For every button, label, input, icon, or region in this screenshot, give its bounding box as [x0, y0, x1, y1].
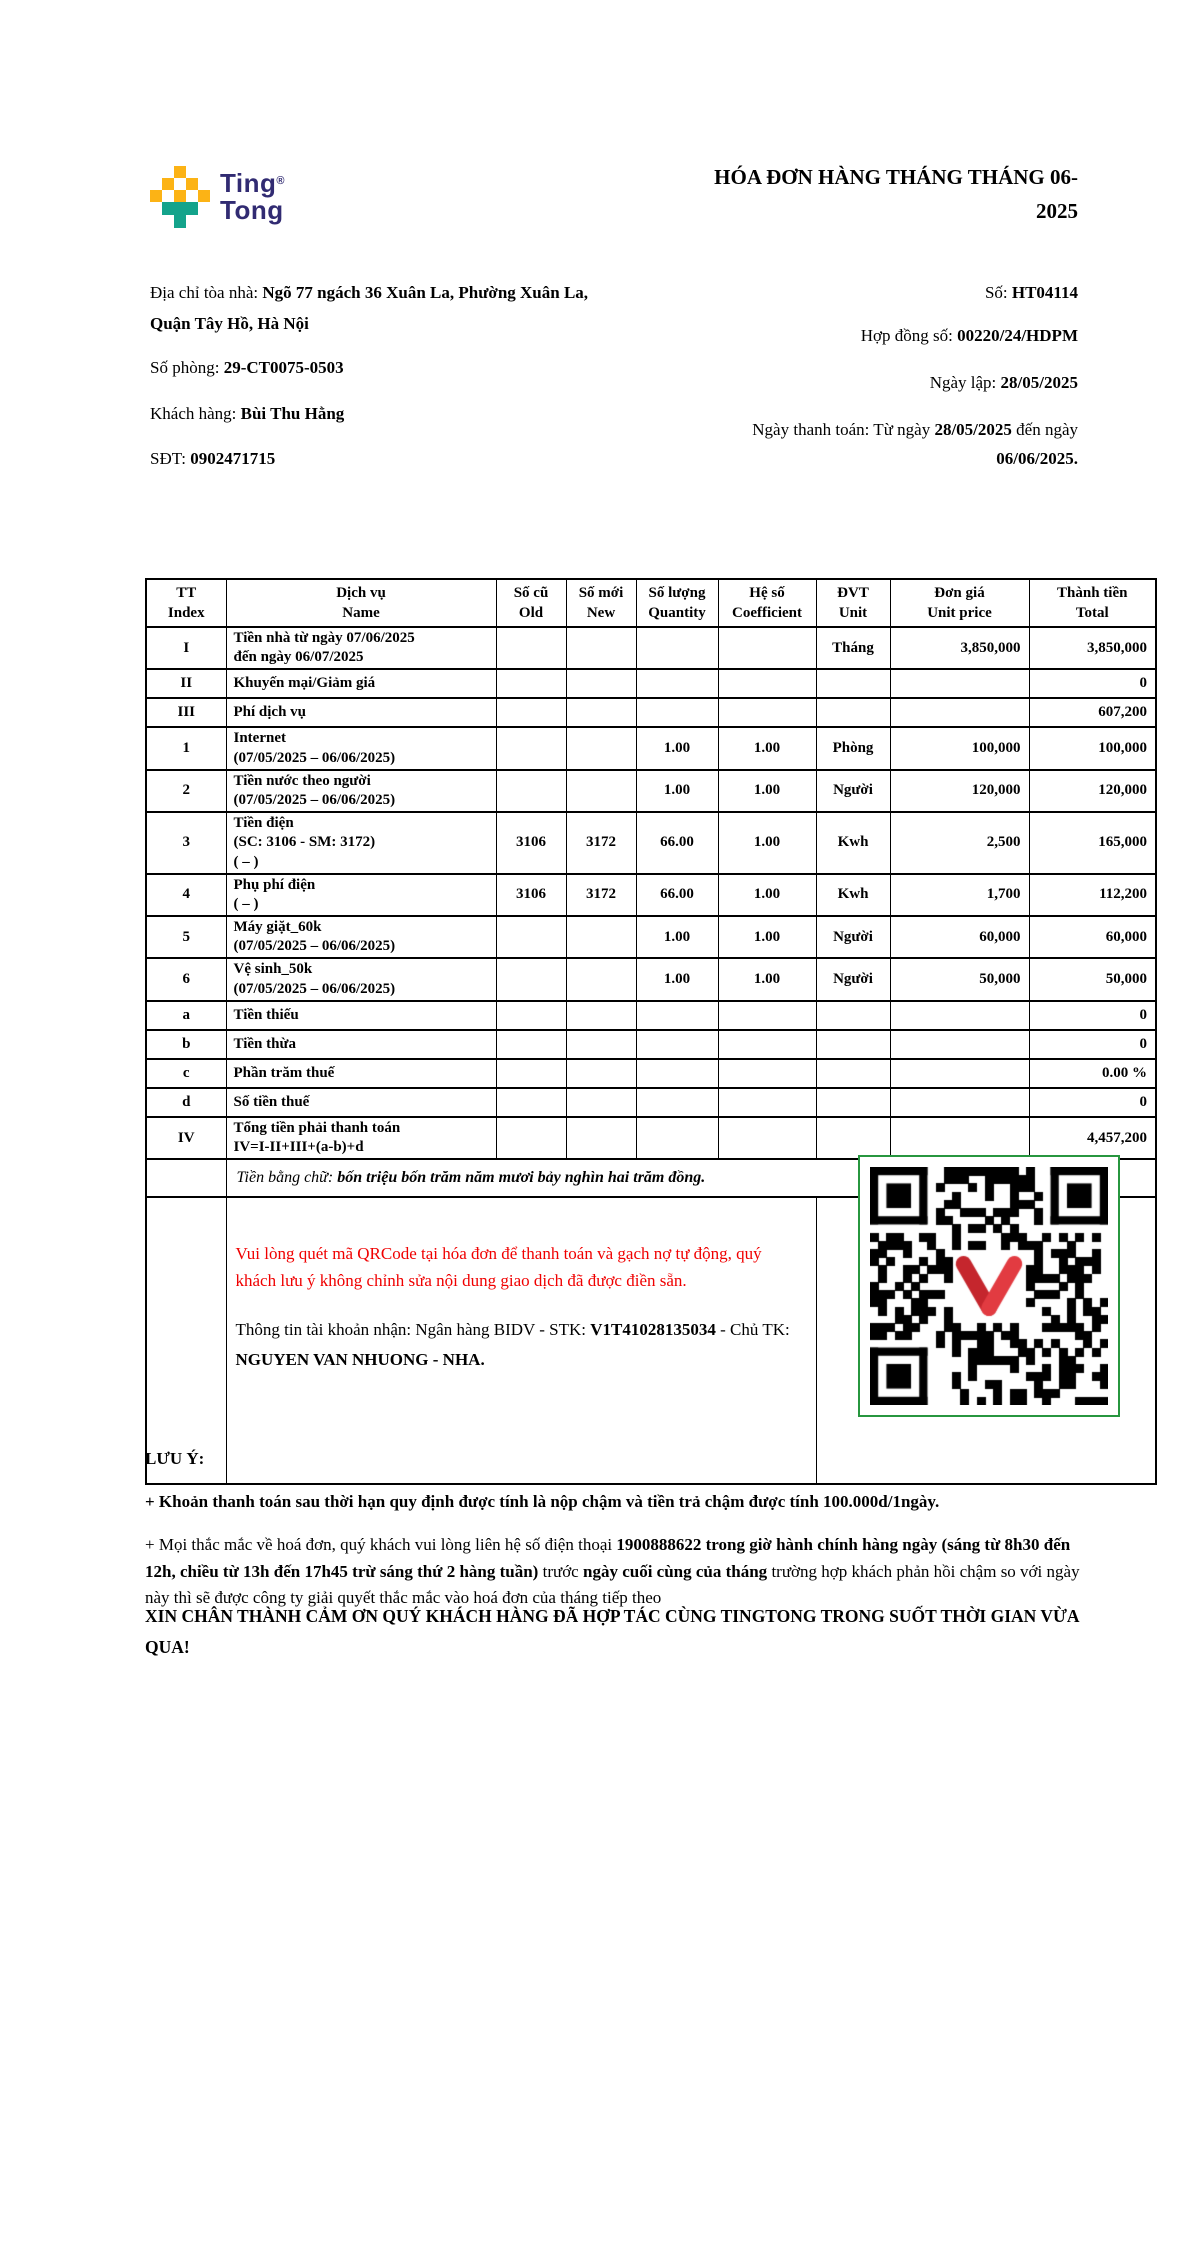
cell-qty	[636, 669, 718, 698]
cell-total: 112,200	[1029, 874, 1156, 916]
service-name-line: Vệ sinh_50k	[233, 961, 313, 978]
cell-tt: 5	[146, 916, 226, 958]
note-segment: trường hợp khách phản hồi chậm so với ngày này thì sẽ được công ty giải quyết thắc mắc vào hoá đơn của tháng tiếp theo	[145, 1561, 1080, 1607]
cell-total: 3,850,000	[1029, 627, 1156, 669]
vietqr-code	[858, 1155, 1120, 1417]
empty-cell	[146, 1197, 226, 1484]
cell-coef	[718, 698, 816, 727]
col-header-coefficient: Hệ số Coefficient	[718, 579, 816, 627]
tingtong-pixel-tree-icon	[150, 166, 210, 228]
amount-in-words: Tiền bằng chữ: bốn triệu bốn trăm năm mươi bảy nghìn hai trăm đồng.	[226, 1159, 1156, 1197]
cell-tt: IV	[146, 1117, 226, 1159]
col-header-name: Dịch vụ Name	[226, 579, 496, 627]
cell-tt: III	[146, 698, 226, 727]
cell-new	[566, 1088, 636, 1117]
note-bold-segment: 1900888622 trong giờ hành chính hàng ngày (sáng từ 8h30 đến 12h, chiều từ 13h đến 17h45 trừ sáng thứ 2 hàng tuần)	[145, 1535, 1071, 1581]
service-name-line: đến ngày 06/07/2025	[233, 649, 364, 666]
cell-coef: 1.00	[718, 727, 816, 769]
cell-new	[566, 1030, 636, 1059]
note-bold-segment: ngày cuối cùng của tháng	[582, 1561, 768, 1581]
cell-total: 0.00 %	[1029, 1059, 1156, 1088]
cell-coef: 1.00	[718, 916, 816, 958]
cell-price: 120,000	[890, 770, 1029, 812]
table-row	[146, 698, 1156, 727]
cell-old	[496, 916, 566, 958]
service-name-cell	[226, 958, 496, 1000]
cell-qty	[636, 1059, 718, 1088]
cell-tt: 6	[146, 958, 226, 1000]
service-name-cell	[226, 812, 496, 874]
cell-qty: 1.00	[636, 727, 718, 769]
service-name-cell	[226, 1001, 496, 1030]
service-name-cell	[226, 669, 496, 698]
cell-tt: d	[146, 1088, 226, 1117]
note-bold-segment: V1T41028135034	[590, 1320, 716, 1340]
room-number: Số phòng: 29-CT0075-0503	[150, 358, 344, 377]
cell-tt: I	[146, 627, 226, 669]
cell-old	[496, 1117, 566, 1159]
table-row	[146, 812, 1156, 874]
note-segment: trước	[538, 1561, 583, 1581]
table-row	[146, 1030, 1156, 1059]
cell-unit: Kwh	[816, 874, 890, 916]
service-name-line: (SC: 3106 - SM: 3172)	[233, 834, 376, 851]
cell-old	[496, 958, 566, 1000]
service-name-line: Khuyến mại/Giảm giá	[233, 675, 376, 692]
cell-qty	[636, 698, 718, 727]
payment-period-line2: 06/06/2025.	[996, 449, 1078, 468]
table-row	[146, 874, 1156, 916]
table-row	[146, 1059, 1156, 1088]
invoice-title	[714, 160, 1078, 228]
cell-price: 1,700	[890, 874, 1029, 916]
service-name-line: Số tiền thuế	[233, 1093, 310, 1110]
service-name-line: Internet	[233, 730, 286, 747]
cell-tt: b	[146, 1030, 226, 1059]
cell-coef: 1.00	[718, 770, 816, 812]
invoice-number: Số: HT04114	[984, 283, 1078, 302]
table-row	[146, 958, 1156, 1000]
cell-qty	[636, 1117, 718, 1159]
cell-total: 607,200	[1029, 698, 1156, 727]
cell-unit: Người	[816, 958, 890, 1000]
cell-qty	[636, 627, 718, 669]
invoice-title-line2: 2025	[1036, 199, 1078, 223]
cell-total: 165,000	[1029, 812, 1156, 874]
col-header-new: Số mới New	[566, 579, 636, 627]
cell-new	[566, 770, 636, 812]
cell-total: 60,000	[1029, 916, 1156, 958]
service-name-line: Tổng tiền phải thanh toán	[233, 1119, 401, 1136]
cell-total: 100,000	[1029, 727, 1156, 769]
cell-total: 120,000	[1029, 770, 1156, 812]
cell-qty	[636, 1030, 718, 1059]
service-name-line: Tiền thừa	[233, 1035, 296, 1052]
cell-price	[890, 1030, 1029, 1059]
service-name-line: (07/05/2025 – 06/06/2025)	[233, 749, 396, 766]
cell-unit	[816, 1030, 890, 1059]
service-name-line: (07/05/2025 – 06/06/2025)	[233, 791, 396, 808]
cell-new	[566, 1059, 636, 1088]
cell-price	[890, 1088, 1029, 1117]
brand-logo	[150, 166, 285, 228]
brand-name-bottom: Tong	[220, 195, 284, 225]
cell-unit	[816, 1059, 890, 1088]
issue-date: Ngày lập: 28/05/2025	[929, 373, 1078, 392]
table-row	[146, 1117, 1156, 1159]
cell-coef: 1.00	[718, 958, 816, 1000]
cell-total: 50,000	[1029, 958, 1156, 1000]
cell-new: 3172	[566, 874, 636, 916]
cell-total: 0	[1029, 1088, 1156, 1117]
service-name-line: (07/05/2025 – 06/06/2025)	[233, 980, 396, 997]
cell-unit	[816, 669, 890, 698]
cell-old	[496, 1088, 566, 1117]
service-name-line: Tiền điện	[233, 815, 294, 832]
cell-price	[890, 669, 1029, 698]
cell-total: 0	[1029, 669, 1156, 698]
service-name-line: IV=I-II+III+(a-b)+d	[233, 1139, 364, 1155]
service-name-line: Tiền thiếu	[233, 1006, 299, 1023]
cell-tt: 2	[146, 770, 226, 812]
cell-coef	[718, 1059, 816, 1088]
service-name-cell	[226, 1088, 496, 1117]
cell-tt: II	[146, 669, 226, 698]
cell-old	[496, 1059, 566, 1088]
building-address-line2: Quận Tây Hồ, Hà Nội	[150, 314, 309, 333]
payment-instructions-cell	[226, 1197, 816, 1484]
cell-price	[890, 1059, 1029, 1088]
cell-price	[890, 1117, 1029, 1159]
customer-name: Khách hàng: Bùi Thu Hằng	[150, 404, 345, 423]
qr-code-image	[870, 1167, 1108, 1405]
col-header-unit-price: Đơn giá Unit price	[890, 579, 1029, 627]
cell-old: 3106	[496, 874, 566, 916]
cell-qty	[636, 1001, 718, 1030]
cell-old	[496, 1001, 566, 1030]
cell-unit: Kwh	[816, 812, 890, 874]
cell-price	[890, 698, 1029, 727]
payment-period-line1: Ngày thanh toán: Từ ngày 28/05/2025 đến ngày	[752, 420, 1078, 439]
cell-old	[496, 627, 566, 669]
cell-tt: c	[146, 1059, 226, 1088]
cell-old	[496, 727, 566, 769]
cell-new	[566, 627, 636, 669]
cell-total: 4,457,200	[1029, 1117, 1156, 1159]
service-name-line: ( – )	[233, 895, 259, 912]
table-row	[146, 916, 1156, 958]
service-name-line: Phần trăm thuế	[233, 1064, 335, 1081]
service-name-cell	[226, 698, 496, 727]
cell-old: 3106	[496, 812, 566, 874]
cell-coef	[718, 1088, 816, 1117]
service-name-cell	[226, 916, 496, 958]
col-header-quantity: Số lượng Quantity	[636, 579, 718, 627]
cell-old	[496, 669, 566, 698]
cell-tt: 4	[146, 874, 226, 916]
cell-coef: 1.00	[718, 874, 816, 916]
cell-old	[496, 770, 566, 812]
note-segment: - Chủ TK:	[715, 1320, 790, 1340]
cell-coef	[718, 1030, 816, 1059]
cell-coef	[718, 669, 816, 698]
service-name-cell	[226, 727, 496, 769]
invoice-title-line1: HÓA ĐƠN HÀNG THÁNG THÁNG 06-	[714, 165, 1078, 189]
cell-unit: Tháng	[816, 627, 890, 669]
col-header-index: TT Index	[146, 579, 226, 627]
cell-new	[566, 669, 636, 698]
cell-total: 0	[1029, 1001, 1156, 1030]
service-name-line: Phụ phí điện	[233, 876, 316, 893]
service-name-cell	[226, 1059, 496, 1088]
service-name-line: Máy giặt_60k	[233, 919, 322, 936]
cell-qty: 1.00	[636, 958, 718, 1000]
customer-phone: SĐT: 0902471715	[150, 449, 276, 468]
cell-new: 3172	[566, 812, 636, 874]
cell-unit	[816, 1088, 890, 1117]
cell-price: 2,500	[890, 812, 1029, 874]
cell-new	[566, 1001, 636, 1030]
cell-unit: Người	[816, 916, 890, 958]
cell-price	[890, 1001, 1029, 1030]
table-row	[146, 727, 1156, 769]
cell-price: 3,850,000	[890, 627, 1029, 669]
cell-old	[496, 698, 566, 727]
note-segment: Thông tin tài khoản nhận: Ngân hàng BIDV - STK:	[235, 1320, 591, 1340]
hotline-note	[145, 1532, 1080, 1612]
service-name-line: Tiền nước theo người	[233, 772, 371, 789]
service-name-cell	[226, 1030, 496, 1059]
service-name-line: Phí dịch vụ	[233, 704, 307, 721]
cell-new	[566, 916, 636, 958]
registered-mark: ®	[276, 175, 286, 187]
service-name-cell	[226, 1117, 496, 1159]
cell-qty	[636, 1088, 718, 1117]
cell-unit	[816, 1117, 890, 1159]
cell-coef	[718, 1001, 816, 1030]
empty-cell	[146, 1159, 226, 1197]
bank-account-info	[236, 1315, 802, 1375]
cell-coef	[718, 1117, 816, 1159]
cell-old	[496, 1030, 566, 1059]
table-row	[146, 669, 1156, 698]
col-header-unit: ĐVT Unit	[816, 579, 890, 627]
cell-unit	[816, 1001, 890, 1030]
col-header-total: Thành tiền Total	[1029, 579, 1156, 627]
cell-tt: a	[146, 1001, 226, 1030]
cell-new	[566, 958, 636, 1000]
service-name-line: (07/05/2025 – 06/06/2025)	[233, 938, 396, 955]
cell-qty: 66.00	[636, 874, 718, 916]
brand-name	[220, 168, 285, 224]
cell-coef	[718, 627, 816, 669]
cell-tt: 1	[146, 727, 226, 769]
cell-tt: 3	[146, 812, 226, 874]
cell-qty: 1.00	[636, 770, 718, 812]
cell-qty: 66.00	[636, 812, 718, 874]
table-header-row	[146, 579, 1156, 627]
qr-scan-warning: Vui lòng quét mã QRCode tại hóa đơn để thanh toán và gạch nợ tự động, quý khách lưu ý không chỉnh sửa nội dung giao dịch đã được điền sẵn.	[235, 1244, 762, 1291]
col-header-old: Số cũ Old	[496, 579, 566, 627]
cell-new	[566, 698, 636, 727]
cell-price: 100,000	[890, 727, 1029, 769]
table-row	[146, 1088, 1156, 1117]
service-name-cell	[226, 874, 496, 916]
cell-price: 60,000	[890, 916, 1029, 958]
notes-heading: LƯU Ý:	[145, 1449, 205, 1468]
thank-you-note: XIN CHÂN THÀNH CẢM ƠN QUÝ KHÁCH HÀNG ĐÃ HỢP TÁC CÙNG TINGTONG TRONG SUỐT THỜI GIAN VỪA QUA!	[145, 1606, 1079, 1657]
note-bold-segment: NGUYEN VAN NHUONG - NHA.	[235, 1350, 485, 1370]
service-name-cell	[226, 627, 496, 669]
late-payment-note: + Khoản thanh toán sau thời hạn quy định được tính là nộp chậm và tiền trả chậm được tính 100.000d/1ngày.	[145, 1492, 940, 1511]
cell-unit: Phòng	[816, 727, 890, 769]
cell-qty: 1.00	[636, 916, 718, 958]
contract-number: Hợp đồng số: 00220/24/HDPM	[860, 326, 1078, 345]
cell-unit	[816, 698, 890, 727]
service-name-line: ( – )	[233, 853, 259, 870]
table-row	[146, 770, 1156, 812]
cell-new	[566, 727, 636, 769]
cell-coef: 1.00	[718, 812, 816, 874]
cell-unit: Người	[816, 770, 890, 812]
note-segment: + Mọi thắc mắc về hoá đơn, quý khách vui lòng liên hệ số điện thoại	[145, 1535, 617, 1554]
brand-name-top: Ting	[220, 168, 277, 198]
table-row	[146, 1001, 1156, 1030]
service-name-line: Tiền nhà từ ngày 07/06/2025	[233, 630, 415, 646]
table-row	[146, 627, 1156, 669]
cell-total: 0	[1029, 1030, 1156, 1059]
cell-price: 50,000	[890, 958, 1029, 1000]
building-address-line1: Địa chỉ tòa nhà: Ngõ 77 ngách 36 Xuân La, Phường Xuân La,	[150, 283, 589, 302]
service-name-cell	[226, 770, 496, 812]
cell-new	[566, 1117, 636, 1159]
